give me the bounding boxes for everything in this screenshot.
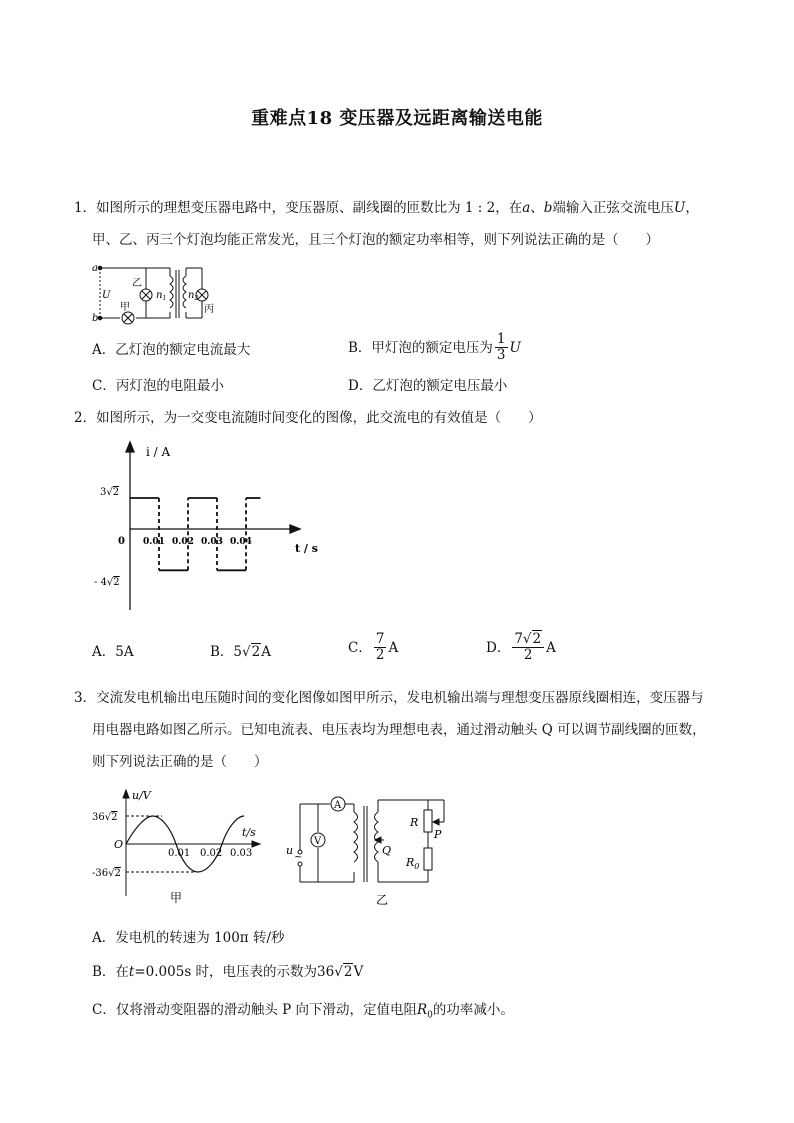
y-axis-label: i / A [146,445,171,459]
q2-stem: 2．如图所示，为一交变电流随时间变化的图像，此交流电的有效值是（ ） [74,410,542,426]
x-tick-label: 0.03 [201,537,223,547]
svg-text:A: A [334,800,342,811]
q2-current-time-chart [90,440,330,615]
svg-text:n1: $n_1$ [156,290,167,302]
q2-option-d: D． $\frac{7√2}{2}$ A [486,631,556,663]
svg-text:- 4√2: - 4√2 [94,577,120,588]
svg-text:b: b [92,313,99,324]
q1-option-b: B．甲灯泡的额定电压为 $\frac{1}{3}$ U [348,331,521,363]
svg-text:~: ~ [294,852,303,863]
q3-option-b: B．在t=0.005s 时，电压表的示数为36√2V [92,964,364,980]
q2-option-b: B．5√2A [210,644,271,660]
x-tick-label: 0.01 [143,537,165,547]
svg-text:O: O [114,838,124,851]
q1-circuit-diagram [90,262,220,326]
svg-text:甲: 甲 [170,891,183,905]
q1-stem-line2: 甲、乙、丙三个灯泡均能正常发光，且三个灯泡的额定功率相等，则下列说法正确的是（ ） [92,232,659,248]
svg-text:P: P [434,828,442,841]
y-axis-arrow [126,442,134,452]
q3-stem-line3: 则下列说法正确的是（ ） [92,754,268,770]
svg-text:U: U [102,290,111,301]
svg-text:-36√2: -36√2 [92,868,121,879]
q1-option-d: D．乙灯泡的额定电压最小 [348,378,508,394]
svg-text:0.03: 0.03 [230,848,253,859]
svg-text:a: a [92,263,98,274]
svg-text:u: u [286,844,294,857]
svg-text:R0: $R_0$ [406,856,420,871]
svg-text:t/s: t/s [242,826,256,839]
q2-option-c: C． $\frac{7}{2}$ A [348,631,399,663]
svg-text:Q: Q [382,844,392,857]
x-axis-arrow [290,525,300,533]
svg-text:丙: 丙 [204,304,214,315]
svg-text:V: V [314,836,322,847]
svg-text:乙: 乙 [376,893,389,907]
q3-option-a: A．发电机的转速为 100π 转/秒 [92,930,285,946]
origin-label: 0 [118,536,125,547]
x-tick-label: 0.04 [230,537,252,547]
q3-option-c: C．仅将滑动变阻器的滑动触头 P 向下滑动，定值电阻$R_0$的功率减小。 [92,1002,514,1021]
q1-option-c: C．丙灯泡的电阻最小 [92,378,224,394]
q1-stem-line1: 1．如图所示的理想变压器电路中，变压器原、副线圈的匝数比为 1 : 2，在a、b端输入正弦交流电压U， [74,200,699,216]
x-tick-label: 0.02 [172,537,194,547]
q3-transformer-circuit [284,796,454,908]
q2-square-wave [130,498,261,570]
svg-text:R: R [410,816,419,829]
q3-stem-line1: 3．交流发电机输出电压随时间的变化图像如图甲所示，发电机输出端与理想变压器原线圈相连，变压器与 [74,690,704,706]
x-axis-label: t / s [295,542,318,555]
q3-voltage-time-figure [92,786,272,908]
q3-stem-line2: 用电器电路如图乙所示。已知电流表、电压表均为理想电表，通过滑动触头 Q 可以调节副线圈的匝数， [92,722,706,738]
svg-text:n2: $n_2$ [188,290,199,302]
q2-option-a: A．5A [92,644,134,660]
svg-text:0.01: 0.01 [168,848,191,859]
svg-text:0.02: 0.02 [200,848,223,859]
q1-option-a: A．乙灯泡的额定电流最大 [92,342,251,358]
svg-text:36√2: 36√2 [92,812,118,823]
svg-text:3√2: 3√2 [100,487,120,498]
svg-text:u/V: u/V [132,789,151,802]
svg-text:甲: 甲 [120,302,130,313]
page-title: 重难点18 变压器及远距离输送电能 [251,108,543,129]
svg-text:乙: 乙 [132,278,142,289]
